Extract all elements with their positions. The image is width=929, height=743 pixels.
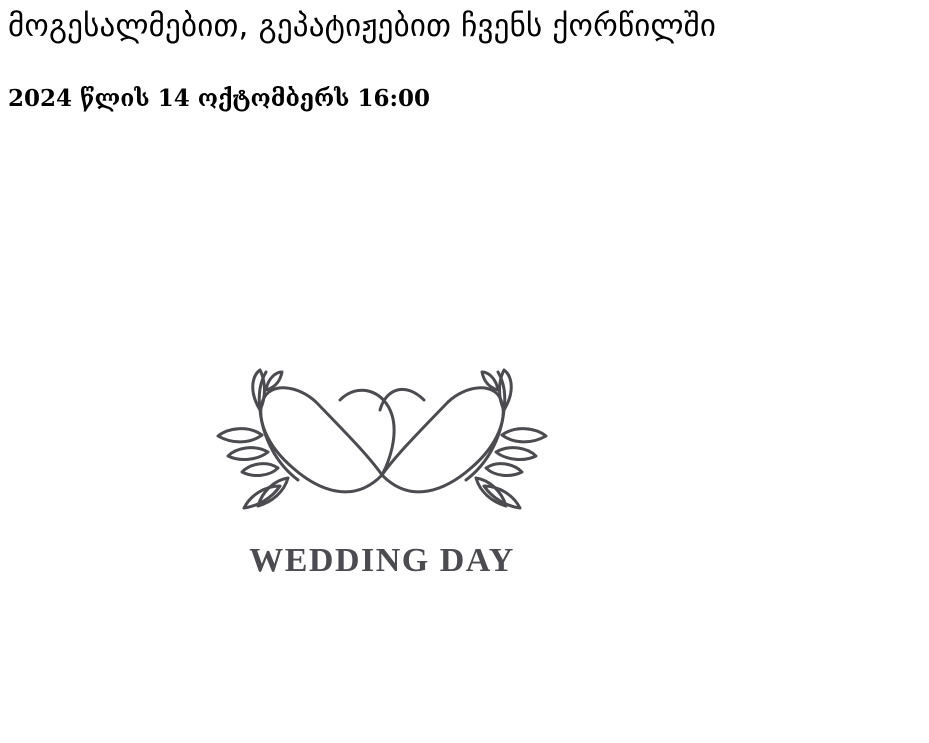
event-date: 2024 წლის 14 ოქტომბერს 16:00 — [8, 85, 430, 112]
wedding-day-logo — [208, 360, 556, 590]
infinity-heart-icon — [208, 360, 556, 590]
logo-text: WEDDING DAY — [249, 542, 515, 579]
page-title: მოგესალმებით, გეპატიჟებით ჩვენს ქორწილში — [8, 8, 717, 44]
